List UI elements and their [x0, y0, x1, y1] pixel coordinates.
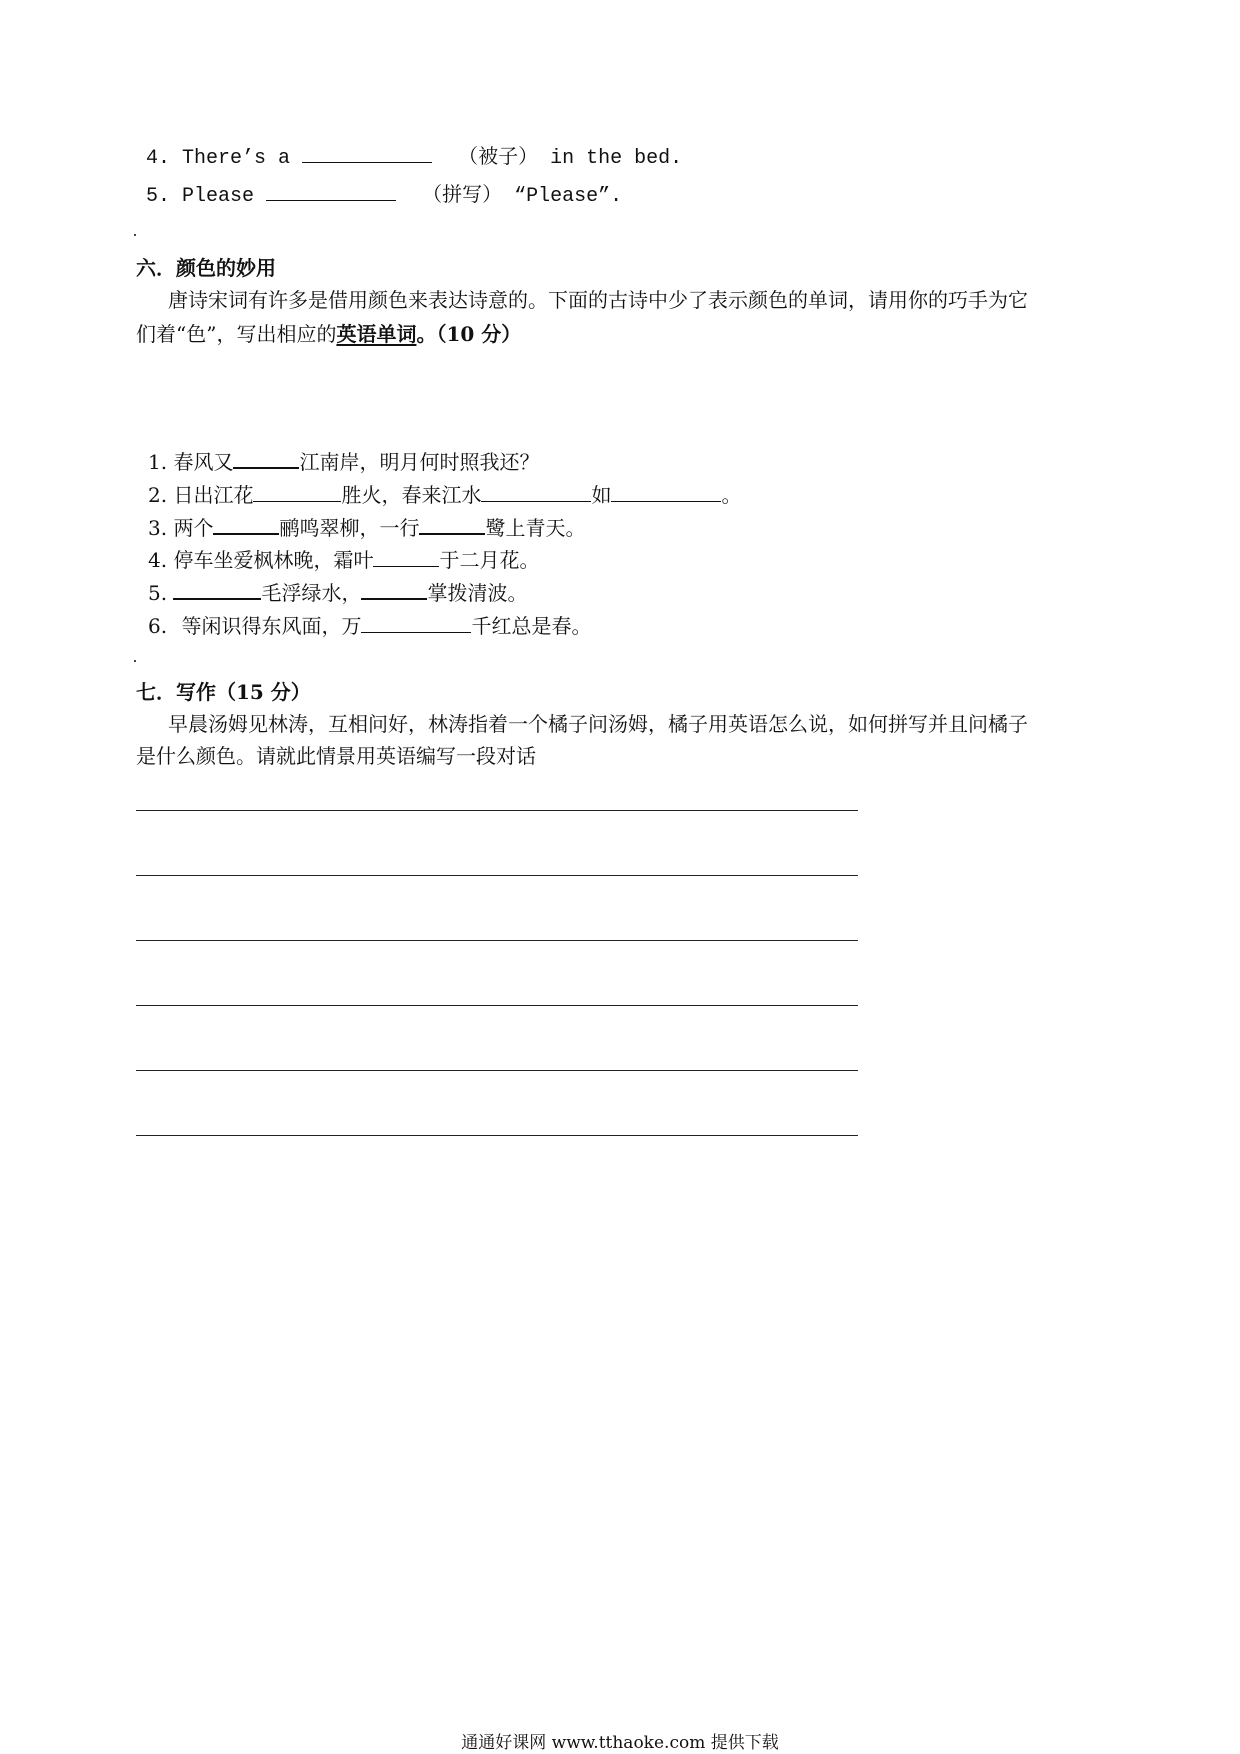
margin-mark — [134, 234, 136, 236]
intro-text: 们着“色”，写出相应的 — [136, 322, 337, 346]
section-6-intro-line2 — [136, 318, 521, 347]
item-number: 4. — [148, 548, 168, 572]
poem-text: 春风又 — [173, 450, 234, 474]
question-4 — [146, 140, 682, 170]
section-6-intro-line1: 唐诗宋词有许多是借用颜色来表达诗意的。下面的古诗中少了表示颜色的单词，请用你的巧手为它 — [168, 288, 1028, 312]
color-blank[interactable] — [213, 515, 279, 535]
chinese-hint: （拼写） — [422, 185, 503, 208]
poem-text: 日出江花 — [173, 483, 254, 507]
poem-text: 。 — [721, 483, 742, 507]
color-blank[interactable] — [361, 580, 427, 600]
color-blank[interactable] — [173, 580, 261, 600]
poem-item-6 — [148, 610, 591, 639]
item-number: 5. — [148, 581, 168, 605]
item-number: 1. — [148, 450, 168, 474]
color-blank[interactable] — [419, 515, 485, 535]
section-6-heading: 六．颜色的妙用 — [136, 256, 276, 280]
poem-text: 毛浮绿水， — [261, 581, 362, 605]
section-7-heading: 七．写作（15 分） — [136, 680, 311, 704]
poem-text: 掌拨清波。 — [427, 581, 528, 605]
sentence-end: in the bed. — [550, 147, 683, 170]
writing-line-3[interactable] — [136, 940, 858, 941]
section-7-intro-line1: 早晨汤姆见林涛，互相问好，林涛指着一个橘子问汤姆，橘子用英语怎么说，如何拼写并且问橘子 — [168, 712, 1028, 736]
color-blank[interactable] — [361, 614, 471, 633]
poem-text: 鹭上青天。 — [485, 516, 586, 540]
chinese-hint: （被子） — [458, 147, 539, 170]
question-number: 4. — [146, 147, 171, 170]
section-7-intro-line2: 是什么颜色。请就此情景用英语编写一段对话 — [136, 744, 536, 768]
poem-item-4 — [148, 544, 539, 573]
color-blank[interactable] — [233, 449, 299, 469]
color-blank[interactable] — [253, 483, 341, 502]
question-5 — [146, 178, 622, 208]
poem-text: 如 — [591, 483, 612, 507]
poem-text: 等闲识得东风面，万 — [181, 614, 362, 638]
poem-text: 鹂鸣翠柳，一行 — [279, 516, 420, 540]
poem-item-1 — [148, 446, 539, 475]
points: 。（10 分） — [416, 322, 522, 346]
emphasis-english-words: 英语单词 — [336, 322, 417, 346]
sentence-start: There’s a — [182, 147, 291, 170]
color-blank[interactable] — [481, 483, 591, 502]
poem-item-2 — [148, 479, 741, 508]
writing-line-1[interactable] — [136, 810, 858, 811]
poem-text: 两个 — [173, 516, 214, 540]
poem-text: 胜火，春来江水 — [341, 483, 482, 507]
sentence-end: “Please”. — [514, 185, 623, 208]
poem-text: 江南岸，明月何时照我还？ — [299, 450, 540, 474]
margin-mark — [134, 660, 136, 662]
answer-blank[interactable] — [302, 144, 432, 163]
item-number: 6. — [148, 614, 168, 638]
writing-line-4[interactable] — [136, 1005, 858, 1006]
poem-text: 千红总是春。 — [471, 614, 592, 638]
item-number: 2. — [148, 483, 168, 507]
sentence-start: Please — [182, 185, 255, 208]
writing-line-2[interactable] — [136, 875, 858, 876]
color-blank[interactable] — [373, 548, 439, 567]
writing-line-6[interactable] — [136, 1135, 858, 1136]
writing-line-5[interactable] — [136, 1070, 858, 1071]
page-footer: 通通好课网 www.tthaoke.com 提供下载 — [461, 1733, 779, 1753]
question-number: 5. — [146, 185, 171, 208]
answer-blank[interactable] — [266, 182, 396, 201]
poem-text: 于二月花。 — [439, 548, 540, 572]
poem-text: 停车坐爱枫林晚，霜叶 — [173, 548, 374, 572]
poem-item-3 — [148, 512, 585, 541]
poem-item-5 — [148, 577, 527, 606]
item-number: 3. — [148, 516, 168, 540]
color-blank[interactable] — [611, 483, 721, 502]
